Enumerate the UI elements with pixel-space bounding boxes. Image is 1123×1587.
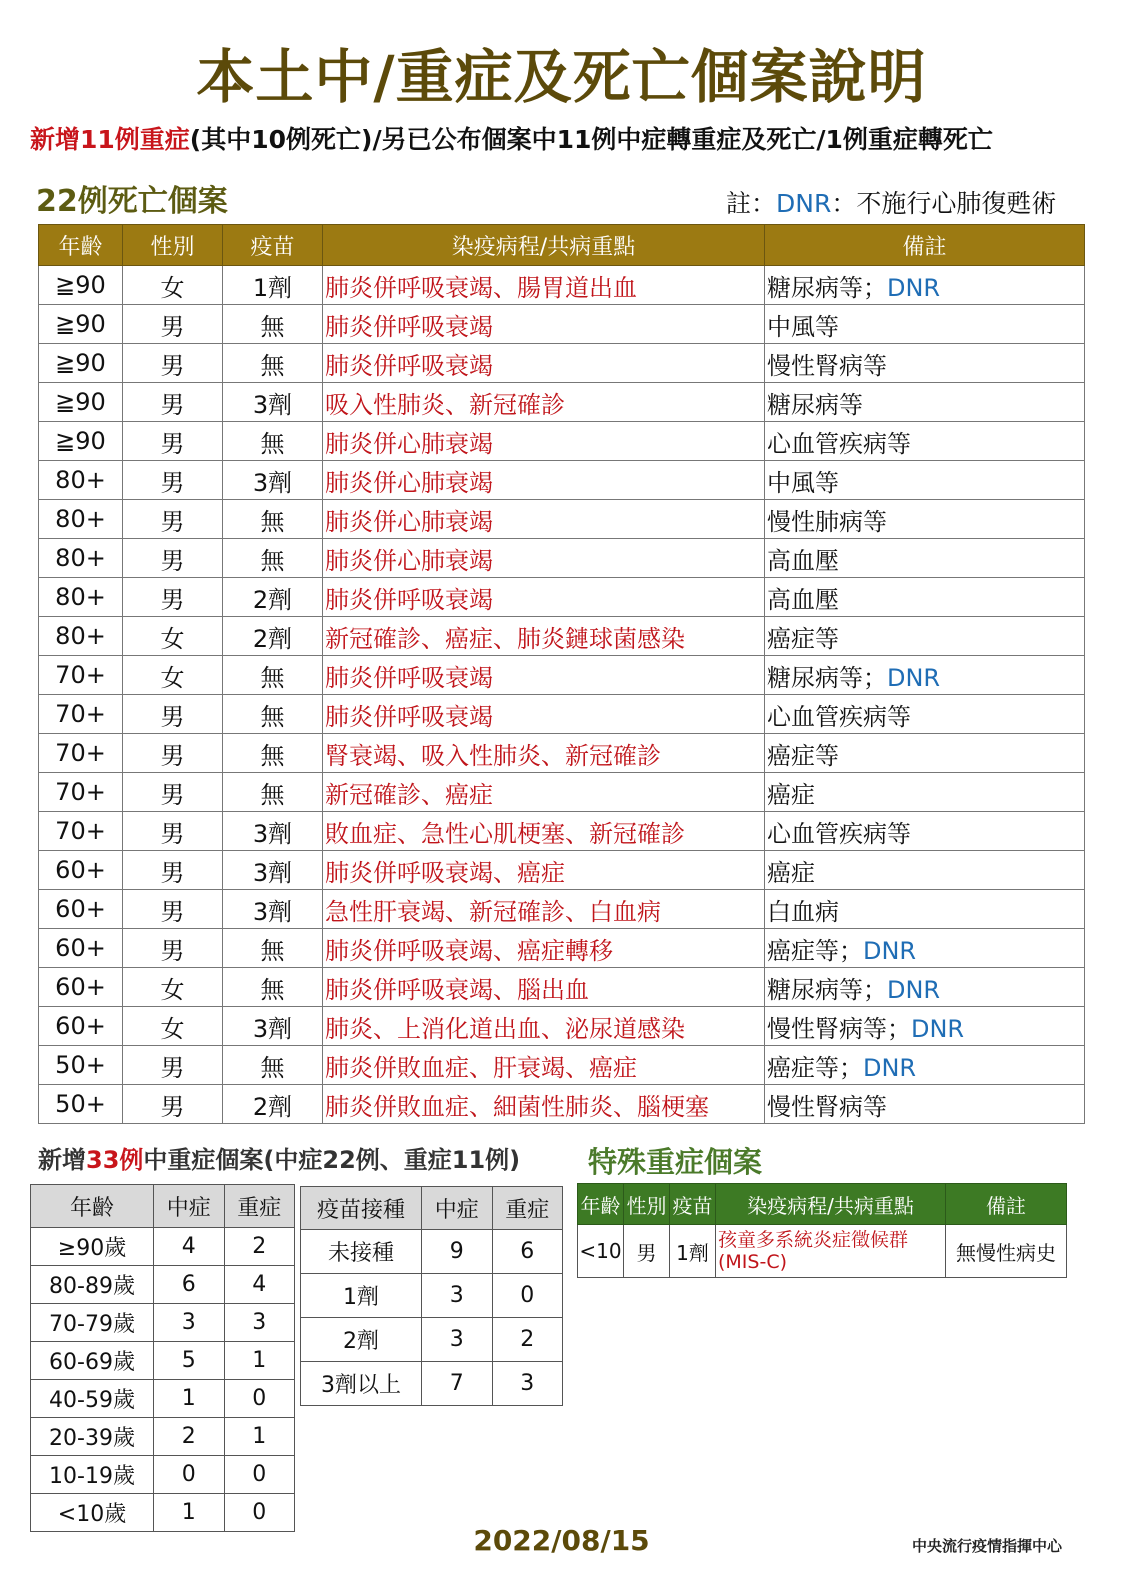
case-remark-text: 糖尿病等； [767,663,887,692]
special-sex: 男 [624,1225,670,1278]
death-case-row [39,422,1085,461]
case-age: 60+ [39,890,123,929]
case-vaccine: 無 [223,344,323,383]
vaccine-dose: 3劑以上 [301,1362,422,1406]
case-age: 60+ [39,929,123,968]
special-section-heading: 特殊重症個案 [588,1145,763,1179]
case-remark [765,929,1085,968]
special-case-table [577,1183,1067,1278]
age-group: 60-69歲 [31,1342,154,1380]
case-course: 肺炎併呼吸衰竭 [323,695,765,734]
case-course: 肺炎併呼吸衰竭 [323,578,765,617]
special-header-remark: 備註 [946,1184,1067,1225]
case-age: 80+ [39,578,123,617]
case-remark-text: 慢性肺病等 [767,507,887,536]
age-row [31,1456,295,1494]
case-remark [765,578,1085,617]
case-remark [765,1046,1085,1085]
case-remark [765,539,1085,578]
vaccine-dose: 2劑 [301,1318,422,1362]
case-remark [765,773,1085,812]
vaccine-row [301,1274,563,1318]
case-age: ≧90 [39,422,123,461]
case-remark-text: 糖尿病等； [767,273,887,302]
note-prefix: 註： [726,189,777,218]
death-case-row [39,500,1085,539]
case-remark-text: 白血病 [767,897,839,926]
case-vaccine: 3劑 [223,851,323,890]
moderate-count: 5 [154,1342,225,1380]
case-course: 敗血症、急性心肌梗塞、新冠確診 [323,812,765,851]
case-remark-text: 中風等 [767,468,839,497]
case-vaccine: 2劑 [223,1085,323,1124]
header-age: 年齡 [39,225,123,266]
severe-count: 1 [224,1342,295,1380]
severe-count: 0 [492,1274,563,1318]
case-remark-text: 慢性腎病等 [767,351,887,380]
special-course-line2: (MIS-C) [718,1251,788,1273]
age-row [31,1228,295,1266]
age-header-age: 年齡 [31,1185,154,1228]
case-course: 肺炎併呼吸衰竭 [323,305,765,344]
moderate-count: 1 [154,1380,225,1418]
case-sex: 男 [123,539,223,578]
severe-count: 6 [492,1230,563,1274]
case-dnr: DNR [863,936,917,965]
case-course: 肺炎併敗血症、細菌性肺炎、腦梗塞 [323,1085,765,1124]
case-remark [765,890,1085,929]
case-age: 70+ [39,773,123,812]
severe-count: 0 [224,1494,295,1532]
moderate-count: 1 [154,1494,225,1532]
death-case-row [39,1046,1085,1085]
death-case-row [39,305,1085,344]
special-course-line1: 孩童多系統炎症徵候群 [718,1229,909,1251]
age-table-header-row [31,1185,295,1228]
case-remark [765,695,1085,734]
case-course: 新冠確診、癌症 [323,773,765,812]
age-row [31,1304,295,1342]
case-sex: 女 [123,617,223,656]
death-case-row [39,812,1085,851]
case-vaccine: 無 [223,929,323,968]
case-remark-text: 慢性腎病等 [767,1092,887,1121]
case-vaccine: 1劑 [223,266,323,305]
case-remark [765,1007,1085,1046]
death-case-row [39,266,1085,305]
case-remark-text: 癌症等 [767,624,839,653]
moderate-count: 7 [422,1362,493,1406]
case-remark-text: 高血壓 [767,585,839,614]
severe-count: 3 [224,1304,295,1342]
severe-section-heading [38,1140,520,1175]
moderate-count: 6 [154,1266,225,1304]
case-remark [765,383,1085,422]
age-group: 40-59歲 [31,1380,154,1418]
death-cases-table [38,224,1085,1124]
case-sex: 男 [123,461,223,500]
case-dnr: DNR [887,975,941,1004]
header-sex: 性別 [123,225,223,266]
death-table-body [39,266,1085,1124]
case-remark-text: 癌症等； [767,936,863,965]
case-age: 50+ [39,1085,123,1124]
case-course: 肺炎併呼吸衰竭、腸胃道出血 [323,266,765,305]
case-remark [765,461,1085,500]
case-remark-text: 高血壓 [767,546,839,575]
severe-count: 1 [224,1418,295,1456]
case-sex: 男 [123,305,223,344]
case-vaccine: 無 [223,773,323,812]
case-sex: 女 [123,968,223,1007]
death-case-row [39,968,1085,1007]
death-case-row [39,695,1085,734]
vaccine-dose: 未接種 [301,1230,422,1274]
special-course [716,1225,946,1278]
severe-count: 2 [492,1318,563,1362]
case-course: 肺炎併敗血症、肝衰竭、癌症 [323,1046,765,1085]
case-vaccine: 無 [223,734,323,773]
case-remark [765,266,1085,305]
case-remark-text: 糖尿病等； [767,975,887,1004]
severe-count: 0 [224,1456,295,1494]
case-remark [765,851,1085,890]
case-remark-text: 中風等 [767,312,839,341]
special-remark: 無慢性病史 [946,1225,1067,1278]
case-remark [765,968,1085,1007]
case-sex: 女 [123,266,223,305]
case-age: 70+ [39,812,123,851]
case-course: 吸入性肺炎、新冠確診 [323,383,765,422]
case-remark-text: 心血管疾病等 [767,702,911,731]
death-case-row [39,773,1085,812]
age-group: ≥90歲 [31,1228,154,1266]
case-sex: 男 [123,422,223,461]
case-vaccine: 無 [223,695,323,734]
age-header-moderate: 中症 [154,1185,225,1228]
special-vaccine: 1劑 [670,1225,716,1278]
case-sex: 男 [123,383,223,422]
age-row [31,1266,295,1304]
age-table-body [31,1228,295,1532]
case-age: 80+ [39,617,123,656]
case-vaccine: 無 [223,500,323,539]
case-vaccine: 3劑 [223,383,323,422]
case-remark [765,1085,1085,1124]
case-remark [765,344,1085,383]
vaccine-row [301,1318,563,1362]
case-dnr: DNR [887,273,941,302]
case-sex: 男 [123,344,223,383]
age-row [31,1342,295,1380]
case-vaccine: 無 [223,968,323,1007]
death-case-row [39,617,1085,656]
case-sex: 男 [123,773,223,812]
case-sex: 男 [123,500,223,539]
case-course: 新冠確診、癌症、肺炎鏈球菌感染 [323,617,765,656]
case-age: 60+ [39,968,123,1007]
case-remark [765,617,1085,656]
case-vaccine: 2劑 [223,578,323,617]
case-sex: 女 [123,656,223,695]
case-age: 60+ [39,851,123,890]
case-remark [765,734,1085,773]
severe-heading-count: 33例 [86,1146,144,1174]
case-age: 80+ [39,500,123,539]
age-group: 20-39歲 [31,1418,154,1456]
header-vaccine: 疫苗 [223,225,323,266]
case-sex: 女 [123,1007,223,1046]
special-header-age: 年齡 [578,1184,624,1225]
case-age: 80+ [39,461,123,500]
death-case-row [39,656,1085,695]
case-remark [765,812,1085,851]
case-age: ≧90 [39,305,123,344]
case-remark [765,305,1085,344]
case-remark-text: 心血管疾病等 [767,819,911,848]
case-sex: 男 [123,1085,223,1124]
death-case-row [39,344,1085,383]
case-vaccine: 2劑 [223,617,323,656]
publish-date: 2022/08/15 [473,1524,650,1557]
case-sex: 男 [123,695,223,734]
case-dnr: DNR [863,1053,917,1082]
moderate-count: 9 [422,1230,493,1274]
case-sex: 男 [123,890,223,929]
special-header-sex: 性別 [624,1184,670,1225]
case-remark [765,422,1085,461]
case-sex: 男 [123,812,223,851]
moderate-count: 3 [422,1318,493,1362]
case-remark [765,656,1085,695]
header-course: 染疫病程/共病重點 [323,225,765,266]
case-age: 80+ [39,539,123,578]
vaccine-header-severe: 重症 [492,1187,563,1230]
age-row [31,1380,295,1418]
vaccine-table-header-row [301,1187,563,1230]
case-course: 肺炎、上消化道出血、泌尿道感染 [323,1007,765,1046]
subtitle-highlight: 新增11例重症 [30,125,190,154]
death-table-header-row [39,225,1085,266]
special-header-vaccine: 疫苗 [670,1184,716,1225]
death-case-row [39,1007,1085,1046]
note-suffix: ：不施行心肺復甦術 [831,189,1057,218]
case-age: ≧90 [39,266,123,305]
page-subtitle [30,120,1100,156]
case-dnr: DNR [887,663,941,692]
case-vaccine: 3劑 [223,890,323,929]
case-age: 60+ [39,1007,123,1046]
note-dnr: DNR [776,189,832,218]
age-row [31,1418,295,1456]
special-age: <10 [578,1225,624,1278]
case-vaccine: 無 [223,656,323,695]
case-remark-text: 糖尿病等 [767,390,863,419]
case-age: ≧90 [39,344,123,383]
death-case-row [39,890,1085,929]
case-vaccine: 3劑 [223,812,323,851]
organization-name: 中央流行疫情指揮中心 [912,1537,1063,1555]
vaccine-dose: 1劑 [301,1274,422,1318]
death-case-row [39,461,1085,500]
case-course: 肺炎併心肺衰竭 [323,461,765,500]
special-header-course: 染疫病程/共病重點 [716,1184,946,1225]
case-vaccine: 無 [223,305,323,344]
age-group: 80-89歲 [31,1266,154,1304]
vaccine-table-body [301,1230,563,1406]
severe-count: 2 [224,1228,295,1266]
case-course: 腎衰竭、吸入性肺炎、新冠確診 [323,734,765,773]
age-header-severe: 重症 [224,1185,295,1228]
case-remark-text: 癌症 [767,780,815,809]
severe-by-age-table [30,1184,295,1532]
moderate-count: 2 [154,1418,225,1456]
case-remark-text: 癌症等 [767,741,839,770]
case-course: 肺炎併心肺衰竭 [323,422,765,461]
age-group: 70-79歲 [31,1304,154,1342]
severe-heading-prefix: 新增 [38,1146,86,1174]
header-remark: 備註 [765,225,1085,266]
special-case-row [578,1225,1067,1278]
case-sex: 男 [123,1046,223,1085]
death-case-row [39,929,1085,968]
case-vaccine: 無 [223,422,323,461]
case-course: 肺炎併呼吸衰竭、癌症 [323,851,765,890]
age-group: 10-19歲 [31,1456,154,1494]
case-course: 肺炎併呼吸衰竭、腦出血 [323,968,765,1007]
age-group: <10歲 [31,1494,154,1532]
case-age: 50+ [39,1046,123,1085]
death-section-heading: 22例死亡個案 [36,184,228,219]
case-remark-text: 癌症等； [767,1053,863,1082]
vaccine-header-dose: 疫苗接種 [301,1187,422,1230]
moderate-count: 0 [154,1456,225,1494]
moderate-count: 3 [422,1274,493,1318]
case-vaccine: 無 [223,1046,323,1085]
case-vaccine: 無 [223,539,323,578]
case-course: 肺炎併呼吸衰竭、癌症轉移 [323,929,765,968]
death-case-row [39,578,1085,617]
special-table-header-row [578,1184,1067,1225]
case-vaccine: 3劑 [223,1007,323,1046]
case-course: 肺炎併呼吸衰竭 [323,344,765,383]
death-case-row [39,734,1085,773]
moderate-count: 4 [154,1228,225,1266]
case-age: 70+ [39,695,123,734]
death-case-row [39,1085,1085,1124]
case-remark-text: 慢性腎病等； [767,1014,911,1043]
case-remark [765,500,1085,539]
case-course: 急性肝衰竭、新冠確診、白血病 [323,890,765,929]
vaccine-header-moderate: 中症 [422,1187,493,1230]
severe-heading-suffix: 中重症個案(中症22例、重症11例) [143,1146,521,1174]
page-title: 本土中/重症及死亡個案說明 [196,43,927,111]
subtitle-rest: (其中10例死亡)/另已公布個案中11例中症轉重症及死亡/1例重症轉死亡 [189,125,993,154]
death-case-row [39,383,1085,422]
case-vaccine: 3劑 [223,461,323,500]
case-age: 70+ [39,656,123,695]
case-course: 肺炎併心肺衰竭 [323,539,765,578]
case-dnr: DNR [911,1014,965,1043]
severe-count: 4 [224,1266,295,1304]
vaccine-row [301,1230,563,1274]
death-case-row [39,851,1085,890]
death-case-row [39,539,1085,578]
dnr-note [726,184,1056,220]
case-course: 肺炎併呼吸衰竭 [323,656,765,695]
case-age: ≧90 [39,383,123,422]
case-remark-text: 癌症 [767,858,815,887]
case-course: 肺炎併心肺衰竭 [323,500,765,539]
case-sex: 男 [123,578,223,617]
severe-count: 0 [224,1380,295,1418]
severe-by-vaccine-table [300,1186,563,1406]
vaccine-row [301,1362,563,1406]
case-age: 70+ [39,734,123,773]
moderate-count: 3 [154,1304,225,1342]
case-remark-text: 心血管疾病等 [767,429,911,458]
severe-count: 3 [492,1362,563,1406]
case-sex: 男 [123,851,223,890]
case-sex: 男 [123,734,223,773]
case-sex: 男 [123,929,223,968]
